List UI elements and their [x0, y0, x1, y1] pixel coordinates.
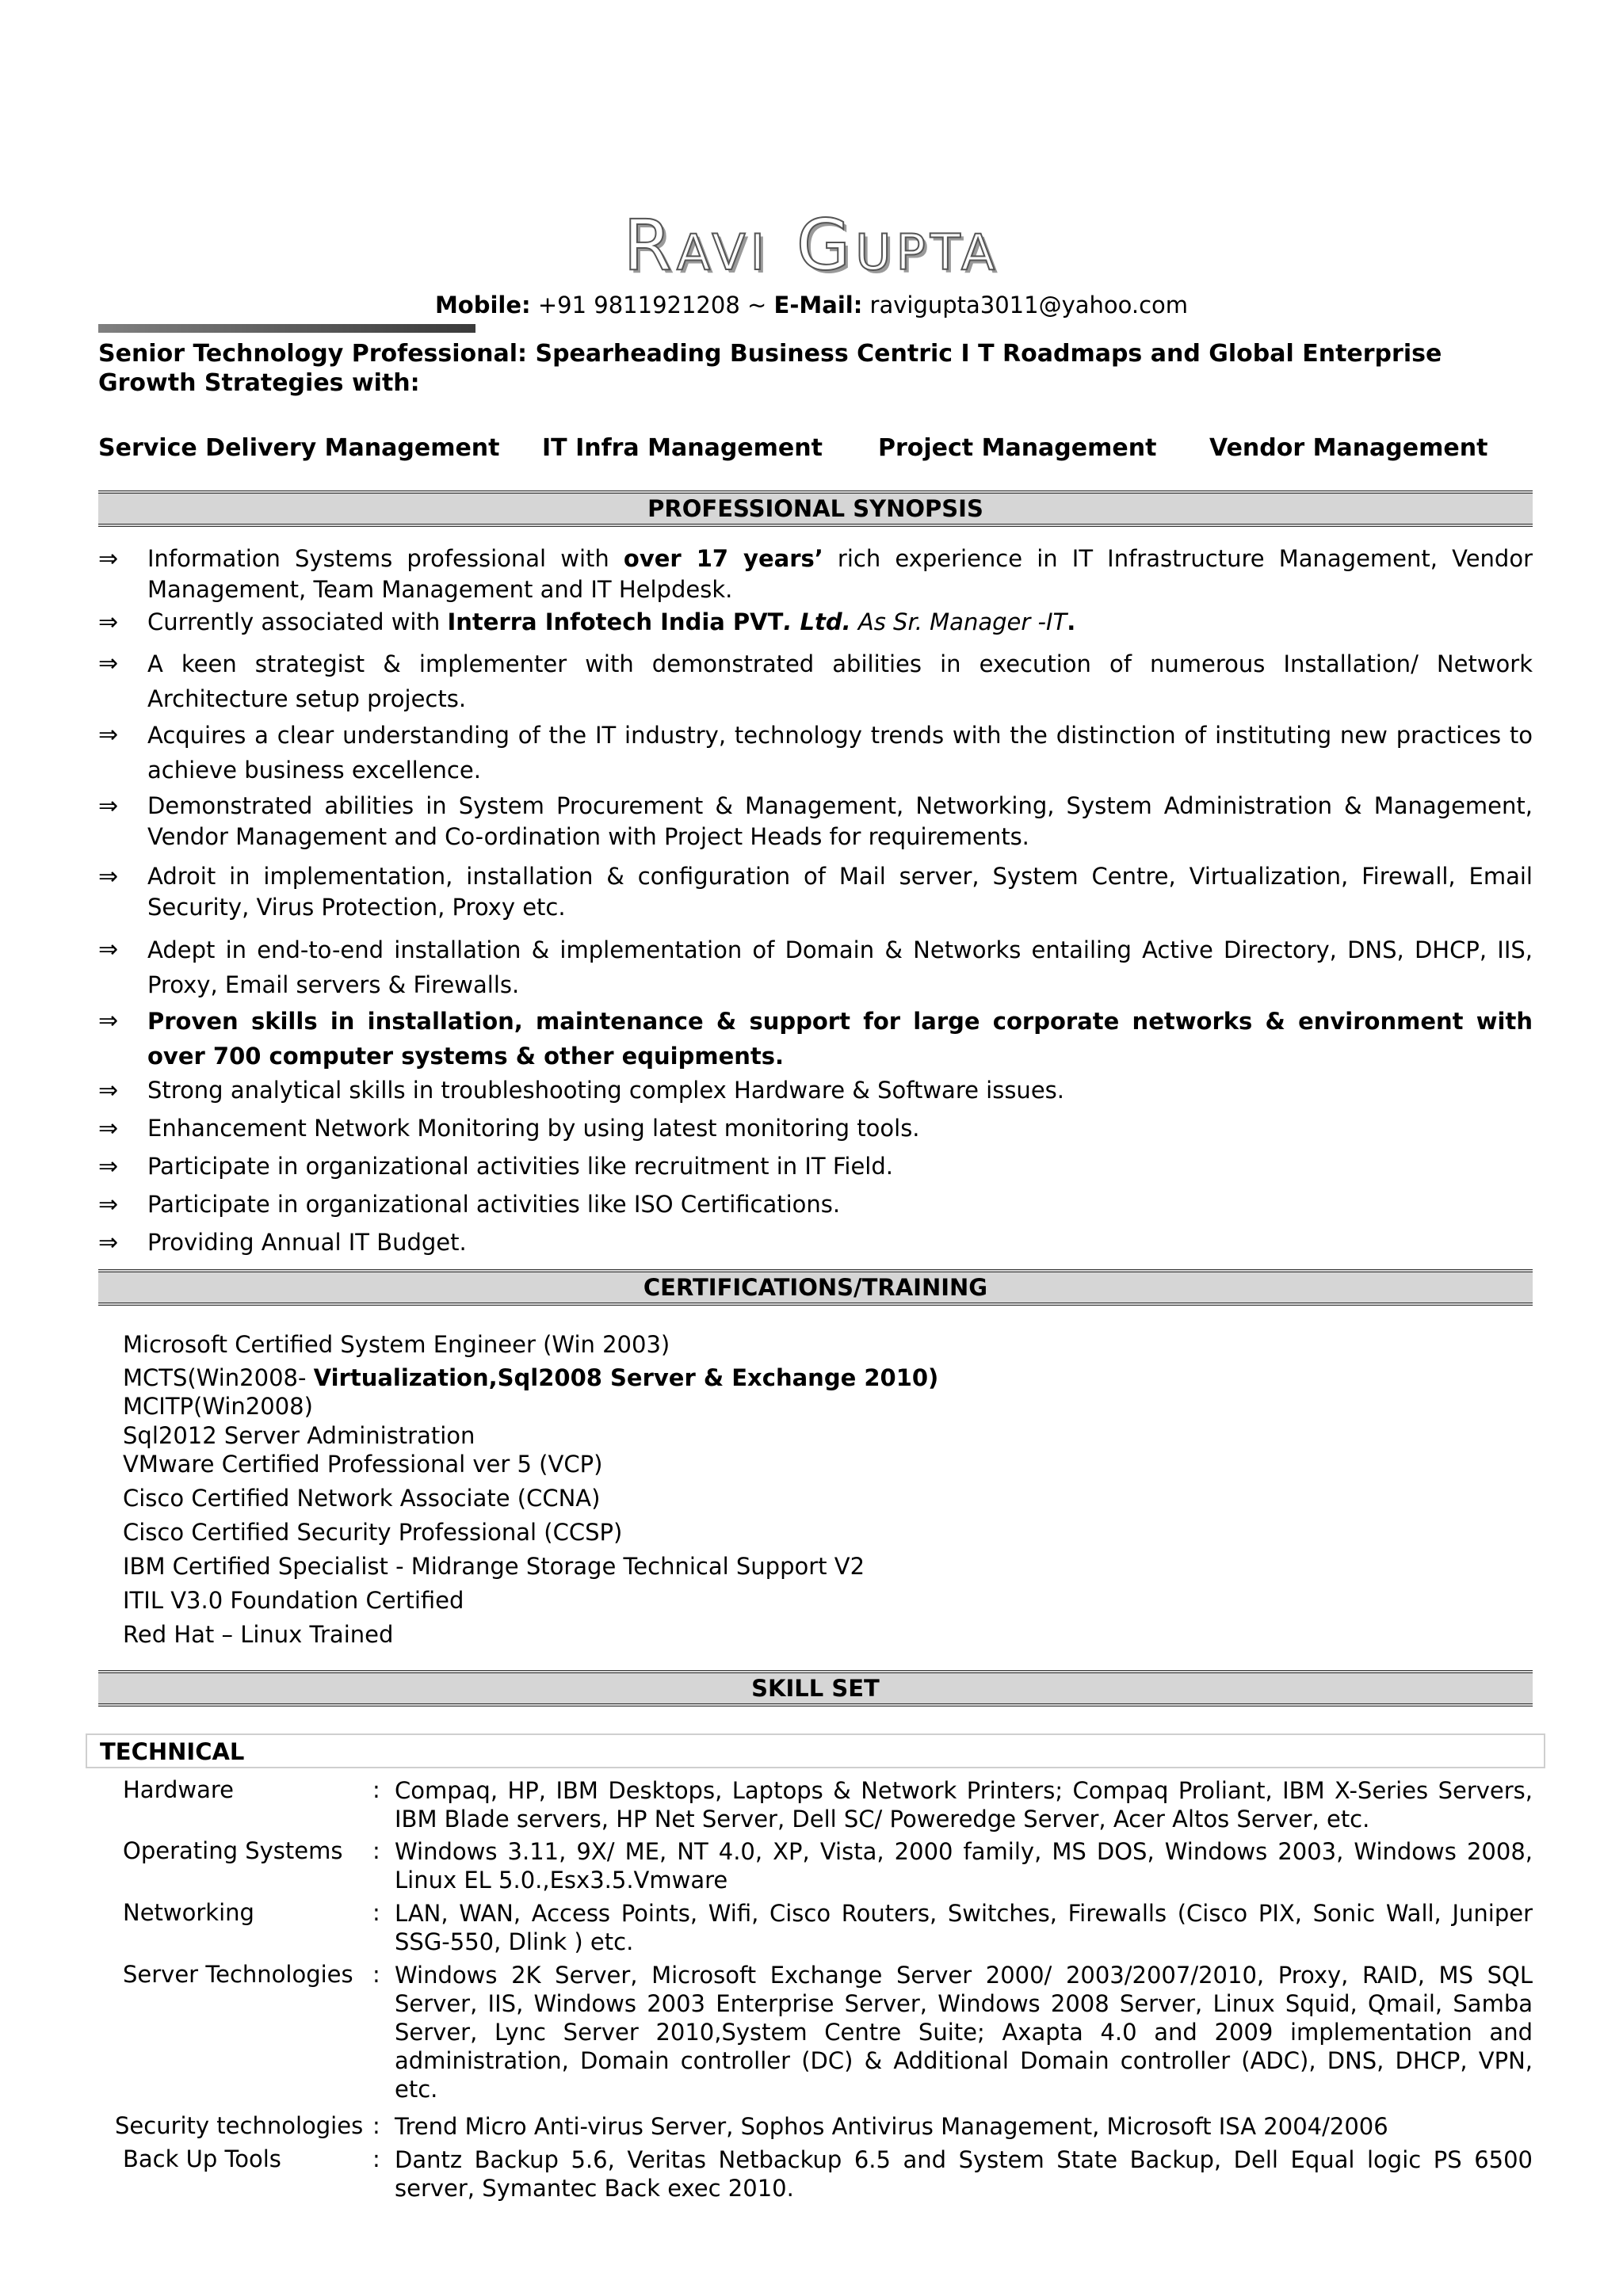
arrow-bullet-icon: ⇒ — [98, 1153, 119, 1180]
skill-colon: : — [372, 1961, 380, 1988]
arrow-bullet-icon: ⇒ — [98, 1077, 119, 1104]
list-item: Sql2012 Server Administration — [123, 1422, 475, 1449]
synopsis-list — [98, 543, 1533, 1259]
mobile-label: Mobile: — [434, 292, 531, 318]
arrow-bullet-icon: ⇒ — [98, 1229, 119, 1257]
arrow-bullet-icon: ⇒ — [98, 608, 119, 636]
headline: Senior Technology Professional: Spearheading Business Centric I T Roadmaps and Global Enterprise Growth Strategies with: — [98, 340, 1442, 397]
technical-heading: TECHNICAL — [100, 1738, 245, 1765]
arrow-bullet-icon: ⇒ — [98, 1191, 119, 1219]
email-label: E-Mail: — [773, 292, 863, 318]
list-item: ⇒ Providing Annual IT Budget. — [98, 1229, 467, 1257]
arrow-bullet-icon: ⇒ — [98, 721, 119, 749]
mobile-number: +91 9811921208 — [537, 292, 740, 318]
list-item: ⇒ Participate in organizational activities like ISO Certifications. — [98, 1191, 841, 1219]
skill-category: Back Up Tools — [123, 2145, 281, 2172]
list-item: ITIL V3.0 Foundation Certified — [123, 1587, 464, 1614]
list-item: Cisco Certified Security Professional (CCSP) — [123, 1519, 623, 1546]
list-item: Cisco Certified Network Associate (CCNA) — [123, 1485, 601, 1512]
skill-colon: : — [372, 2145, 380, 2172]
certification-list — [123, 1331, 938, 1655]
focus-area: Project Management — [878, 434, 1157, 462]
skill-colon: : — [372, 1899, 380, 1926]
skill-category: Server Technologies — [123, 1961, 353, 1988]
list-item: Microsoft Certified System Engineer (Win 2003) — [123, 1331, 670, 1358]
focus-area: Service Delivery Management — [98, 434, 500, 462]
list-item: ⇒ Proven skills in installation, maintenance & support for large corporate networks & environment with over 700 computer systems & other equipments. — [98, 1004, 1533, 1075]
header-divider — [98, 324, 475, 333]
arrow-bullet-icon: ⇒ — [98, 792, 119, 820]
contact-line — [0, 292, 1623, 318]
list-item: ⇒ Information Systems professional with over 17 years’ rich experience in IT Infrastructure Management, Vendor Management, Team Management and IT Helpdesk. — [98, 545, 1533, 603]
list-item: IBM Certified Specialist - Midrange Storage Technical Support V2 — [123, 1553, 865, 1580]
candidate-name: Ravi Gupta — [623, 204, 1000, 286]
list-item: ⇒ Strong analytical skills in troubleshooting complex Hardware & Software issues. — [98, 1077, 1064, 1104]
skill-value: Windows 3.11, 9X/ ME, NT 4.0, XP, Vista, 2000 family, MS DOS, Windows 2003, Windows 2008, Linux EL 5.0.,Esx3.5.Vmware — [395, 1838, 1533, 1894]
skill-value: Dantz Backup 5.6, Veritas Netbackup 6.5 and System State Backup, Dell Equal logic PS 6500 server, Symantec Back exec 2010. — [395, 2146, 1533, 2202]
list-item: ⇒ Adept in end-to-end installation & implementation of Domain & Networks entailing Active Directory, DNS, DHCP, IIS, Proxy, Email servers & Firewalls. — [98, 933, 1533, 1004]
skill-colon: : — [372, 2112, 380, 2139]
arrow-bullet-icon: ⇒ — [98, 1115, 119, 1142]
focus-area: Vendor Management — [1209, 434, 1488, 462]
skill-category: Security technologies — [115, 2112, 364, 2139]
section-heading-certifications: CERTIFICATIONS/TRAINING — [98, 1269, 1533, 1306]
skill-category: Hardware — [123, 1776, 235, 1803]
list-item: ⇒ Acquires a clear understanding of the IT industry, technology trends with the distinction of instituting new practices to achieve business excellence. — [98, 718, 1533, 791]
skill-colon: : — [372, 1837, 380, 1864]
focus-area: IT Infra Management — [542, 434, 823, 462]
skill-value: Trend Micro Anti-virus Server, Sophos Antivirus Management, Microsoft ISA 2004/2006 — [395, 2113, 1388, 2140]
arrow-bullet-icon: ⇒ — [98, 650, 119, 677]
list-item: ⇒ Currently associated with Interra Infotech India PVT. Ltd. As Sr. Manager -IT. — [98, 608, 1076, 636]
skill-value: LAN, WAN, Access Points, Wifi, Cisco Routers, Switches, Firewalls (Cisco PIX, Sonic Wall, Juniper SSG-550, Dlink ) etc. — [395, 1900, 1533, 1955]
arrow-bullet-icon: ⇒ — [98, 936, 119, 963]
list-item: ⇒ Demonstrated abilities in System Procurement & Management, Networking, System Administration & Management, Vendor Management and Co-ordination with Project Heads for requirements. — [98, 792, 1533, 850]
section-heading-synopsis: PROFESSIONAL SYNOPSIS — [98, 490, 1533, 527]
arrow-bullet-icon: ⇒ — [98, 863, 119, 891]
list-item: ⇒ Adroit in implementation, installation & configuration of Mail server, System Centre, Virtualization, Firewall, Email Security, Virus Protection, Proxy etc. — [98, 863, 1533, 921]
list-item: ⇒ A keen strategist & implementer with demonstrated abilities in execution of numerous Installation/ Network Architecture setup projects. — [98, 646, 1533, 718]
arrow-bullet-icon: ⇒ — [98, 1007, 119, 1035]
list-item: ⇒ Enhancement Network Monitoring by using latest monitoring tools. — [98, 1115, 920, 1142]
list-item: ⇒ Participate in organizational activities like recruitment in IT Field. — [98, 1153, 893, 1180]
list-item: VMware Certified Professional ver 5 (VCP) — [123, 1451, 603, 1478]
section-heading-skills: SKILL SET — [98, 1670, 1533, 1707]
list-item: MCITP(Win2008) — [123, 1393, 313, 1420]
contact-separator: ~ — [747, 292, 767, 318]
arrow-bullet-icon: ⇒ — [98, 545, 119, 573]
skill-colon: : — [372, 1776, 380, 1803]
skill-value: Windows 2K Server, Microsoft Exchange Server 2000/ 2003/2007/2010, Proxy, RAID, MS SQL Server, IIS, Windows 2003 Enterprise Server, Windows 2008 Server, Linux Squid, Qmail, Samba Server, Lync Server 2010,System Centre Suite; Axapta 4.0 and 2009 implementation and administration, Domain controller (DC) & Additional Domain controller (ADC), DNS, DHCP, VPN, etc. — [395, 1962, 1533, 2103]
list-item: MCTS(Win2008- Virtualization,Sql2008 Server & Exchange 2010) — [123, 1364, 939, 1391]
skill-value: Compaq, HP, IBM Desktops, Laptops & Network Printers; Compaq Proliant, IBM X-Series Servers, IBM Blade servers, HP Net Server, Dell SC/ Poweredge Server, Acer Altos Server, etc. — [395, 1777, 1533, 1833]
list-item: Red Hat – Linux Trained — [123, 1621, 394, 1648]
technical-heading-box — [86, 1733, 1545, 1768]
email-address: ravigupta3011@yahoo.com — [869, 292, 1189, 318]
skill-category: Networking — [123, 1899, 254, 1926]
skill-category: Operating Systems — [123, 1837, 343, 1864]
